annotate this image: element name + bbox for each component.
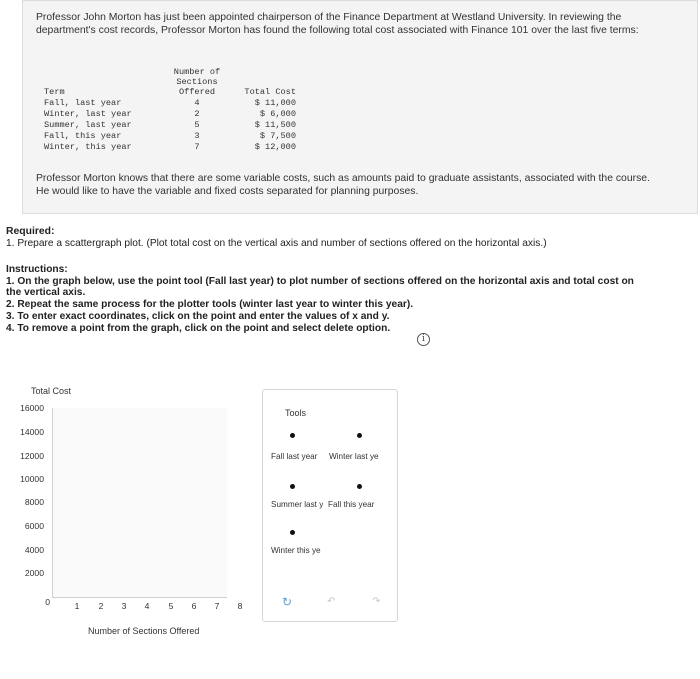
row-term: Fall, last year — [44, 98, 122, 108]
summer-last-year-label: Summer last y — [271, 500, 323, 509]
row-cost: $ 7,500 — [259, 131, 296, 141]
fall-last-year-point-tool[interactable] — [290, 433, 295, 438]
x-tick-label: 6 — [191, 601, 197, 611]
winter-this-year-point-tool[interactable] — [290, 530, 295, 535]
x-tick-label: 7 — [214, 601, 220, 611]
x-tick-label: 3 — [121, 601, 127, 611]
fall-last-year-label: Fall last year — [271, 452, 318, 461]
table-row — [44, 142, 304, 153]
y-tick-label: 8000 — [24, 497, 44, 507]
y-tick-label: 0 — [45, 597, 50, 607]
table-row — [44, 109, 304, 120]
x-tick-label: 1 — [74, 601, 80, 611]
y-tick-label: 16000 — [20, 403, 44, 413]
required-title-text: Required: — [6, 226, 55, 237]
reset-icon[interactable]: ↻ — [282, 595, 293, 609]
x-tick-label: 2 — [98, 601, 104, 611]
x-tick-label: 4 — [144, 601, 150, 611]
y-tick-label: 6000 — [24, 521, 44, 531]
instruction-step-4: 4. To remove a point from the graph, click on the point and select delete option. — [6, 323, 391, 334]
row-sections: 3 — [194, 131, 200, 141]
scattergraph-plot-area[interactable] — [52, 408, 227, 598]
y-tick-label: 2000 — [24, 568, 44, 578]
required-item-1: 1. Prepare a scattergraph plot. (Plot total cost on the vertical axis and number of sections offered on the horizontal axis.) — [6, 238, 547, 249]
winter-this-year-label: Winter this ye — [271, 546, 321, 555]
x-axis-label: Number of Sections Offered — [88, 626, 200, 636]
x-tick-label: 5 — [168, 601, 174, 611]
tools-title: Tools — [285, 408, 307, 418]
header-term: Term — [44, 87, 65, 97]
table-row — [44, 131, 304, 142]
required-title — [6, 226, 55, 237]
x-tick-label: 8 — [237, 601, 243, 611]
row-cost: $ 11,500 — [254, 120, 296, 130]
instructions-title: Instructions: — [6, 264, 68, 275]
table-row — [44, 120, 304, 131]
header-sections-line3: Offered — [178, 87, 216, 97]
redo-icon[interactable]: ↷ — [372, 596, 381, 607]
y-tick-label: 14000 — [20, 427, 44, 437]
fall-this-year-point-tool[interactable] — [357, 484, 362, 489]
instruction-step-3: 3. To enter exact coordinates, click on the point and enter the values of x and y. — [6, 311, 390, 322]
row-sections: 7 — [194, 142, 200, 152]
row-term: Winter, this year — [44, 142, 132, 152]
header-total-cost: Total Cost — [244, 87, 296, 97]
row-cost: $ 6,000 — [259, 109, 296, 119]
header-sections-line2: Sections — [176, 77, 218, 87]
row-term: Winter, last year — [44, 109, 132, 119]
y-tick-label: 12000 — [20, 451, 44, 461]
problem-note: Professor Morton knows that there are some variable costs, such as amounts paid to graduate assistants, associated with the course. He would like to have the variable and fixed costs separated for planning purposes. — [36, 173, 650, 197]
row-sections: 2 — [194, 109, 200, 119]
row-term: Fall, this year — [44, 131, 122, 141]
row-cost: $ 12,000 — [254, 142, 296, 152]
problem-intro: Professor John Morton has just been appointed chairperson of the Finance Department at Westland University. In reviewing the department's cost records, Professor Morton has found the following total cost associated with Finance 101 over the last five terms: — [36, 12, 639, 36]
info-icon[interactable]: i — [417, 333, 430, 346]
header-sections-line1: Number of — [173, 67, 221, 77]
row-term: Summer, last year — [44, 120, 132, 130]
summer-last-year-point-tool[interactable] — [290, 484, 295, 489]
instruction-step-1a: 1. On the graph below, use the point tool (Fall last year) to plot number of sections offered on the horizontal axis and total cost on — [6, 276, 634, 287]
y-axis-label: Total Cost — [31, 386, 72, 396]
winter-last-year-label: Winter last ye — [329, 452, 379, 461]
winter-last-year-point-tool[interactable] — [357, 433, 362, 438]
row-sections: 4 — [194, 98, 200, 108]
instruction-step-2: 2. Repeat the same process for the plotter tools (winter last year to winter this year). — [6, 299, 414, 310]
y-tick-label: 10000 — [20, 474, 44, 484]
y-tick-label: 4000 — [24, 545, 44, 555]
row-sections: 5 — [194, 120, 200, 130]
table-row — [44, 98, 304, 109]
row-cost: $ 11,000 — [254, 98, 296, 108]
instruction-step-1b: the vertical axis. — [6, 287, 86, 298]
fall-this-year-label: Fall this year — [328, 500, 375, 509]
undo-icon[interactable]: ↶ — [327, 596, 336, 607]
